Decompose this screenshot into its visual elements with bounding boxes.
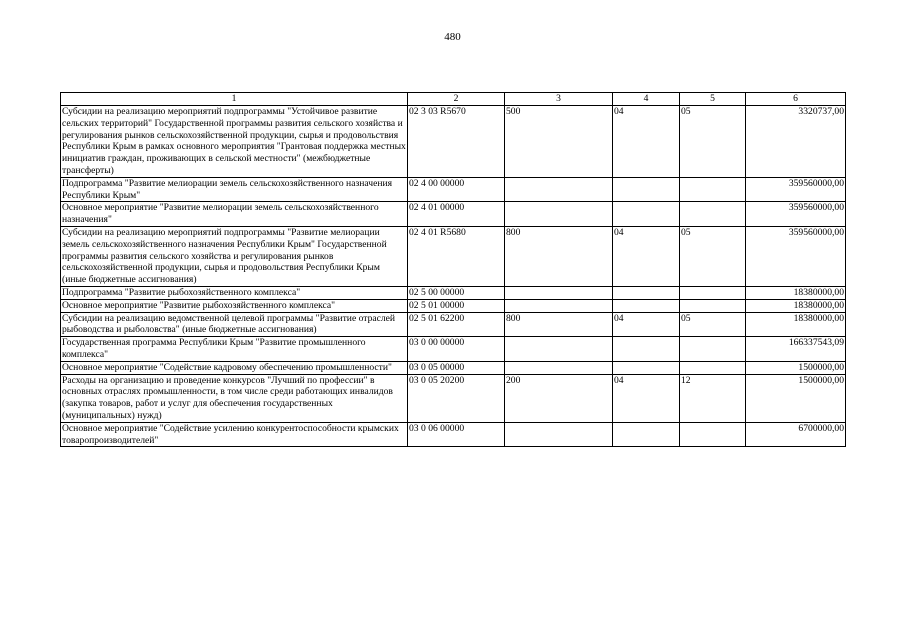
cell-expense-type bbox=[505, 337, 613, 362]
cell-name: Субсидии на реализацию мероприятий подпрограммы "Устойчивое развитие сельских территорий" Государственной программы развития сельского хозяйства и регулирования рынков сельскохозяйственной продукции, сырья и продовольствия Республики Крым в рамках основного мероприятия "Грантовая поддержка местных инициатив граждан, проживающих в сельской местности" (межбюджетные трансферты) bbox=[62, 106, 406, 176]
cell-target-code: 03 0 05 00000 bbox=[408, 361, 505, 374]
cell-subsection bbox=[680, 299, 746, 312]
budget-table bbox=[60, 92, 846, 447]
cell-target-code: 02 5 01 00000 bbox=[408, 299, 505, 312]
cell-section: 04 bbox=[613, 226, 680, 286]
header-col-2: 2 bbox=[408, 93, 505, 106]
cell-name: Основное мероприятие "Содействие усилению конкурентоспособности крымских товаропроизводителей" bbox=[61, 422, 408, 447]
cell-subsection: 05 bbox=[680, 226, 746, 286]
cell-expense-type: 500 bbox=[505, 106, 613, 178]
cell-section bbox=[613, 422, 680, 447]
cell-name: Субсидии на реализацию мероприятий подпрограммы "Развитие мелиорации земель сельскохозяйственного назначения Республики Крым" Государственной программы развития сельского хозяйства и регулирования рынков сельскохозяйственной продукции, сырья и продовольствия Республики Крым (иные бюджетные ассигнования) bbox=[61, 226, 408, 286]
table-row bbox=[61, 374, 846, 422]
cell-subsection bbox=[680, 202, 746, 227]
cell-target-code: 02 4 01 R5680 bbox=[408, 226, 505, 286]
cell-name: Государственная программа Республики Крым "Развитие промышленного комплекса" bbox=[61, 337, 408, 362]
cell-name: Расходы на организацию и проведение конкурсов "Лучший по профессии" в основных отраслях промышленности, в том числе среди работающих инвалидов (закупка товаров, работ и услуг для обеспечения государственных (муниципальных) нужд) bbox=[61, 374, 408, 422]
cell-amount: 6700000,00 bbox=[746, 422, 846, 447]
cell-subsection bbox=[680, 177, 746, 202]
cell-subsection: 05 bbox=[680, 106, 746, 178]
cell-subsection bbox=[680, 361, 746, 374]
table-row bbox=[61, 106, 846, 178]
cell-name: Подпрограмма "Развитие мелиорации земель сельскохозяйственного назначения Республики Крым" bbox=[61, 177, 408, 202]
header-col-3: 3 bbox=[505, 93, 613, 106]
cell-section: 04 bbox=[613, 312, 680, 337]
cell-subsection: 12 bbox=[680, 374, 746, 422]
cell-name: Субсидии на реализацию ведомственной целевой программы "Развитие отраслей рыбоводства и рыболовства" (иные бюджетные ассигнования) bbox=[61, 312, 408, 337]
cell-target-code: 02 3 03 R5670 bbox=[408, 106, 505, 178]
cell-expense-type bbox=[505, 299, 613, 312]
cell-expense-type bbox=[505, 202, 613, 227]
cell-expense-type bbox=[505, 177, 613, 202]
cell-expense-type bbox=[505, 422, 613, 447]
cell-amount: 1500000,00 bbox=[746, 361, 846, 374]
header-col-4: 4 bbox=[613, 93, 680, 106]
cell-target-code: 03 0 00 00000 bbox=[408, 337, 505, 362]
table-row bbox=[61, 312, 846, 337]
table-row bbox=[61, 177, 846, 202]
cell-section bbox=[613, 337, 680, 362]
cell-amount: 3320737,00 bbox=[746, 106, 846, 178]
cell-amount: 359560000,00 bbox=[746, 226, 846, 286]
cell-section: 04 bbox=[613, 106, 680, 178]
cell-target-code: 02 4 00 00000 bbox=[408, 177, 505, 202]
cell-name: Основное мероприятие "Содействие кадровому обеспечению промышленности" bbox=[61, 361, 408, 374]
cell-section bbox=[613, 286, 680, 299]
cell-amount: 18380000,00 bbox=[746, 299, 846, 312]
cell-section bbox=[613, 177, 680, 202]
cell-target-code: 03 0 06 00000 bbox=[408, 422, 505, 447]
cell-subsection bbox=[680, 286, 746, 299]
table-row bbox=[61, 226, 846, 286]
page-number: 480 bbox=[444, 31, 461, 43]
header-col-6: 6 bbox=[746, 93, 846, 106]
cell-amount: 18380000,00 bbox=[746, 286, 846, 299]
cell-subsection: 05 bbox=[680, 312, 746, 337]
cell-target-code: 02 4 01 00000 bbox=[408, 202, 505, 227]
cell-expense-type: 800 bbox=[505, 312, 613, 337]
table-header-row bbox=[61, 93, 846, 106]
cell-section: 04 bbox=[613, 374, 680, 422]
table-row bbox=[61, 299, 846, 312]
cell-name: Подпрограмма "Развитие рыбохозяйственного комплекса" bbox=[61, 286, 408, 299]
cell-expense-type bbox=[505, 286, 613, 299]
cell-section bbox=[613, 361, 680, 374]
cell-expense-type: 800 bbox=[505, 226, 613, 286]
table-row bbox=[61, 422, 846, 447]
table-row bbox=[61, 286, 846, 299]
cell-target-code: 03 0 05 20200 bbox=[408, 374, 505, 422]
table-row bbox=[61, 202, 846, 227]
cell-amount: 359560000,00 bbox=[746, 177, 846, 202]
table-row bbox=[61, 361, 846, 374]
table-row bbox=[61, 337, 846, 362]
cell-section bbox=[613, 299, 680, 312]
cell-name: Основное мероприятие "Развитие мелиорации земель сельскохозяйственного назначения" bbox=[61, 202, 408, 227]
cell-subsection bbox=[680, 422, 746, 447]
header-col-1: 1 bbox=[61, 93, 408, 106]
cell-target-code: 02 5 01 62200 bbox=[408, 312, 505, 337]
cell-subsection bbox=[680, 337, 746, 362]
cell-amount: 359560000,00 bbox=[746, 202, 846, 227]
cell-amount: 18380000,00 bbox=[746, 312, 846, 337]
header-col-5: 5 bbox=[680, 93, 746, 106]
cell-section bbox=[613, 202, 680, 227]
cell-name: Основное мероприятие "Развитие рыбохозяйственного комплекса" bbox=[61, 299, 408, 312]
cell-target-code: 02 5 00 00000 bbox=[408, 286, 505, 299]
cell-expense-type bbox=[505, 361, 613, 374]
cell-amount: 166337543,09 bbox=[746, 337, 846, 362]
cell-amount: 1500000,00 bbox=[746, 374, 846, 422]
cell-expense-type: 200 bbox=[505, 374, 613, 422]
